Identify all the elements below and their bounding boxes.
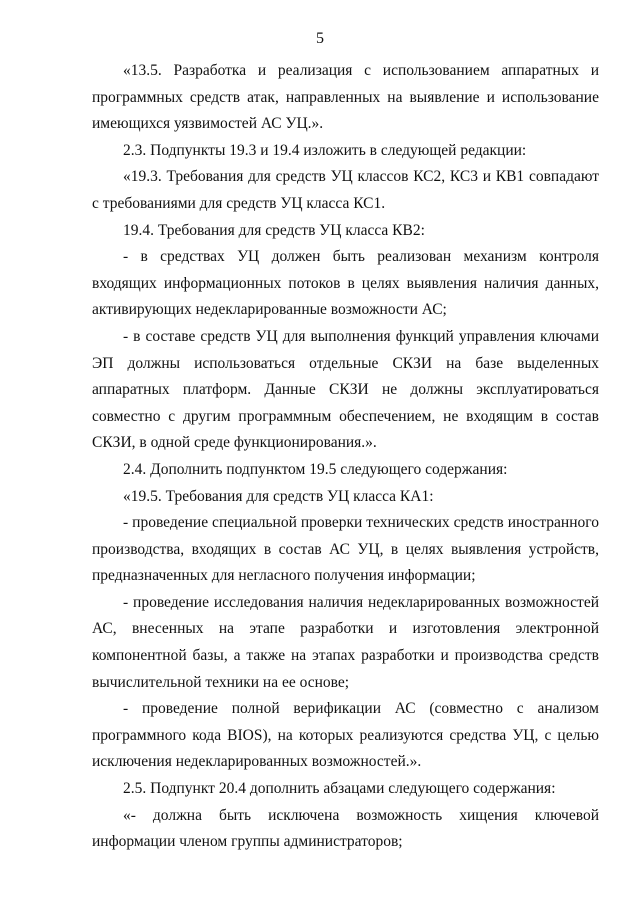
paragraph-2-5: 2.5. Подпункт 20.4 дополнить абзацами следующего содержания: (123, 780, 556, 798)
page-number: 5 (316, 30, 324, 47)
document-body (92, 58, 599, 856)
paragraph-2-3: 2.3. Подпункты 19.3 и 19.4 изложить в следующей редакции: (123, 141, 527, 159)
paragraph-19-5: «19.5. Требования для средств УЦ класса КА1: (123, 487, 434, 505)
list-item-key-management: - в составе средств УЦ для выполнения функций управления ключами ЭП должны использоваться отдельные СКЗИ на базе выделенных аппаратных платформ. Данные СКЗИ не должны эксплуатироваться совместно с другим программным обеспечением, не входящим в состав СКЗИ, в одной среде функционирования.». (92, 327, 599, 452)
paragraph-2-4: 2.4. Дополнить подпунктом 19.5 следующего содержания: (123, 460, 508, 478)
paragraph-19-4: 19.4. Требования для средств УЦ класса КВ2: (123, 221, 425, 239)
list-item-verification: - проведение полной верификации АС (совместно с анализом программного кода BIOS), на которых реализуются средства УЦ, с целью исключения недекларированных возможностей.». (92, 700, 599, 771)
list-item-research: - проведение исследования наличия недекларированных возможностей АС, внесенных на этапе разработки и изготовления электронной компонентной базы, а также на этапах разработки и производства средств вычислительной техники на ее основе; (92, 593, 599, 691)
paragraph-19-3: «19.3. Требования для средств УЦ классов КС2, КС3 и КВ1 совпадают с требованиями для средств УЦ класса КС1. (92, 168, 599, 212)
paragraph-13-5: «13.5. Разработка и реализация с использованием аппаратных и программных средств атак, направленных на выявление и использование имеющихся уязвимостей АС УЦ.». (92, 62, 599, 133)
list-item-theft-prevention: «- должна быть исключена возможность хищения ключевой информации членом группы администраторов; (92, 806, 599, 851)
list-item-input-control: - в средствах УЦ должен быть реализован механизм контроля входящих информационных потоков в целях выявления наличия данных, активирующих недекларированные возможности АС; (92, 248, 599, 319)
list-item-special-check: - проведение специальной проверки технических средств иностранного производства, входящих в состав АС УЦ, в целях выявления устройств, предназначенных для негласного получения информации; (92, 514, 599, 585)
